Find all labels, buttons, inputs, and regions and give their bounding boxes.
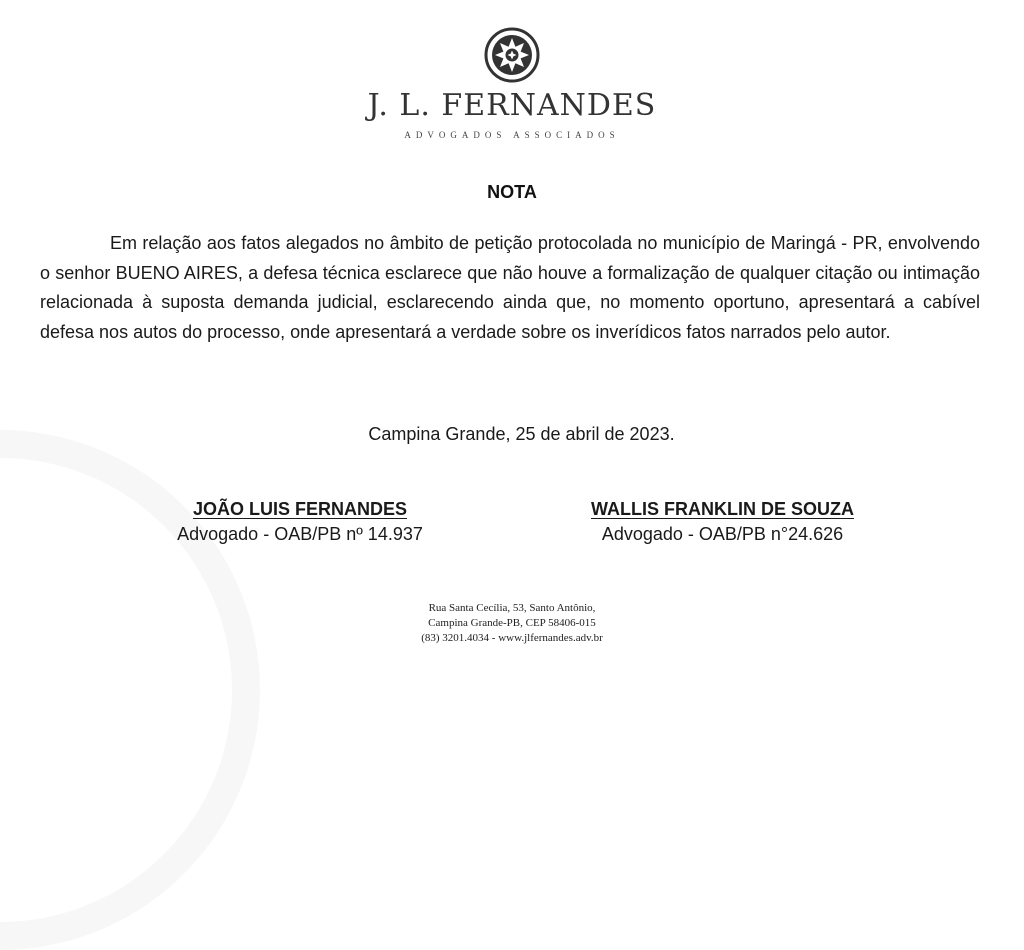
firm-subtitle: ADVOGADOS ASSOCIADOS [404, 130, 620, 140]
signatory-role: Advogado - OAB/PB nº 14.937 [177, 524, 423, 544]
address-line: Campina Grande-PB, CEP 58406-015 [428, 617, 596, 629]
address-line: Rua Santa Cecília, 53, Santo Antônio, [428, 602, 596, 614]
signatory-role: Advogado - OAB/PB n°24.626 [601, 524, 844, 544]
place-date: Campina Grande, 25 de abril de 2023. [368, 424, 675, 444]
signatory-name: JOÃO LUIS FERNANDES [192, 499, 408, 519]
firm-name: J. L. FERNANDES [367, 88, 657, 123]
firm-logo [0, 26, 1024, 84]
signature-block-left [150, 497, 450, 547]
footer-address [0, 601, 1024, 646]
document-title: NOTA [487, 182, 537, 202]
star-seal-icon [483, 26, 541, 84]
contact-line: (83) 3201.4034 - www.jlfernandes.adv.br [421, 632, 603, 644]
signature-block-right [560, 497, 885, 547]
document-body: Em relação aos fatos alegados no âmbito de petição protocolada no município de Maringá - PR, envolvendo o senhor BUENO AIRES, a defesa técnica esclarece que não houve a formalização de qualquer citação ou intimação relacionada à suposta demanda judicial, esclarecendo ainda que, no momento oportuno, apresentará a cabível defesa nos autos do processo, onde apresentará a verdade sobre os inverídicos fatos narrados pelo autor. [40, 233, 980, 342]
signatory-name: WALLIS FRANKLIN DE SOUZA [591, 499, 854, 519]
